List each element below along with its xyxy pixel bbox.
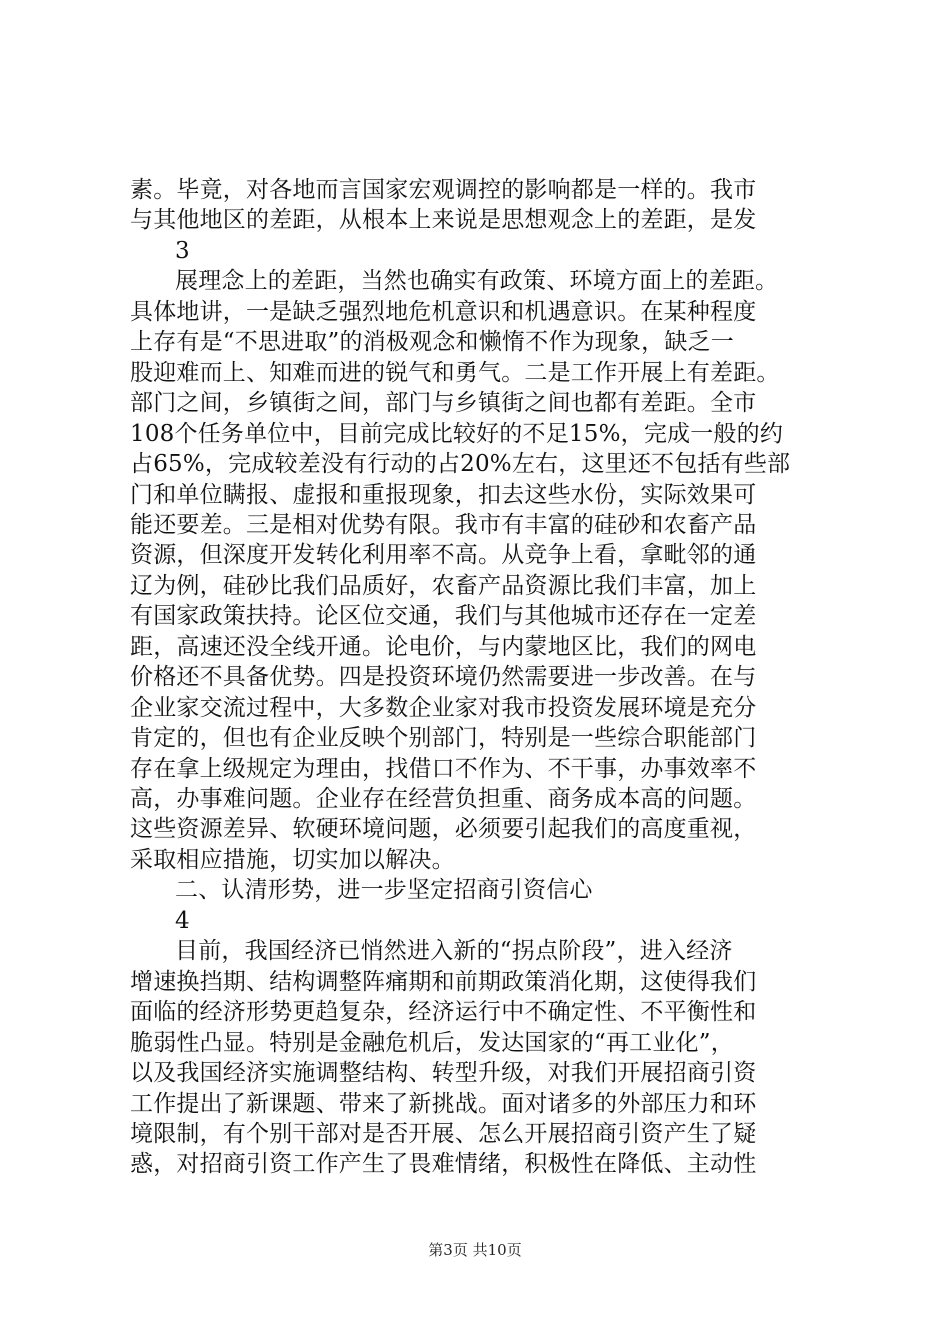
- text-line: 部门之间，乡镇街之间，部门与乡镇街之间也都有差距。全市: [130, 390, 757, 417]
- text-line: 股迎难而上、知难而进的锐气和勇气。二是工作开展上有差距。: [130, 359, 780, 386]
- text-line: 4: [175, 907, 190, 934]
- text-line: 面临的经济形势更趋复杂，经济运行中不确定性、不平衡性和: [130, 999, 757, 1026]
- text-line: 占65%，完成较差没有行动的占20%左右，这里还不包括有些部: [130, 451, 791, 478]
- text-line: 108个任务单位中，目前完成比较好的不足15%，完成一般的约: [130, 420, 784, 447]
- text-line: 辽为例，硅砂比我们品质好，农畜产品资源比我们丰富，加上: [130, 572, 757, 599]
- text-line: 具体地讲，一是缺乏强烈地危机意识和机遇意识。在某种程度: [130, 298, 757, 325]
- text-line: 脆弱性凸显。特别是金融危机后，发达国家的“再工业化”，: [130, 1029, 734, 1056]
- text-line: 企业家交流过程中，大多数企业家对我市投资发展环境是充分: [130, 694, 757, 721]
- text-line: 有国家政策扶持。论区位交通，我们与其他城市还存在一定差: [130, 603, 757, 630]
- text-line: 肯定的，但也有企业反映个别部门，特别是一些综合职能部门: [130, 725, 757, 752]
- text-line: 工作提出了新课题、带来了新挑战。面对诸多的外部压力和环: [130, 1090, 757, 1117]
- text-line: 与其他地区的差距，从根本上来说是思想观念上的差距，是发: [130, 207, 757, 234]
- text-line: 门和单位瞒报、虚报和重报现象，扣去这些水份，实际效果可: [130, 481, 757, 508]
- text-line: 上存有是“不思进取”的消极观念和懒惰不作为现象，缺乏一: [130, 329, 734, 356]
- text-line: 能还要差。三是相对优势有限。我市有丰富的硅砂和农畜产品: [130, 511, 757, 538]
- text-line: 增速换挡期、结构调整阵痛期和前期政策消化期，这使得我们: [130, 968, 757, 995]
- text-line: 价格还不具备优势。四是投资环境仍然需要进一步改善。在与: [130, 664, 757, 691]
- page-footer: 第3页 共10页: [428, 1241, 522, 1259]
- text-line: 距，高速还没全线开通。论电价，与内蒙地区比，我们的网电: [130, 633, 757, 660]
- text-line: 存在拿上级规定为理由，找借口不作为、不干事，办事效率不: [130, 755, 757, 782]
- text-line: 资源，但深度开发转化利用率不高。从竞争上看，拿毗邻的通: [130, 542, 757, 569]
- text-line: 展理念上的差距，当然也确实有政策、环境方面上的差距。: [175, 268, 779, 295]
- text-line: 采取相应措施，切实加以解决。: [130, 846, 455, 873]
- text-line: 这些资源差异、软硬环境问题，必须要引起我们的高度重视，: [130, 816, 757, 843]
- text-line: 高，办事难问题。企业存在经营负担重、商务成本高的问题。: [130, 786, 757, 812]
- text-line: 境限制，有个别干部对是否开展、怎么开展招商引资产生了疑: [130, 1120, 757, 1147]
- text-line: 以及我国经济实施调整结构、转型升级，对我们开展招商引资: [130, 1060, 757, 1087]
- text-line: 素。毕竟，对各地而言国家宏观调控的影响都是一样的。我市: [130, 177, 757, 203]
- text-line: 二、认清形势，进一步坚定招商引资信心: [175, 877, 593, 904]
- text-line: 3: [175, 237, 190, 264]
- text-line: 惑，对招商引资工作产生了畏难情绪，积极性在降低、主动性: [130, 1151, 757, 1178]
- text-line: 目前，我国经济已悄然进入新的“拐点阶段”，进入经济: [175, 938, 733, 965]
